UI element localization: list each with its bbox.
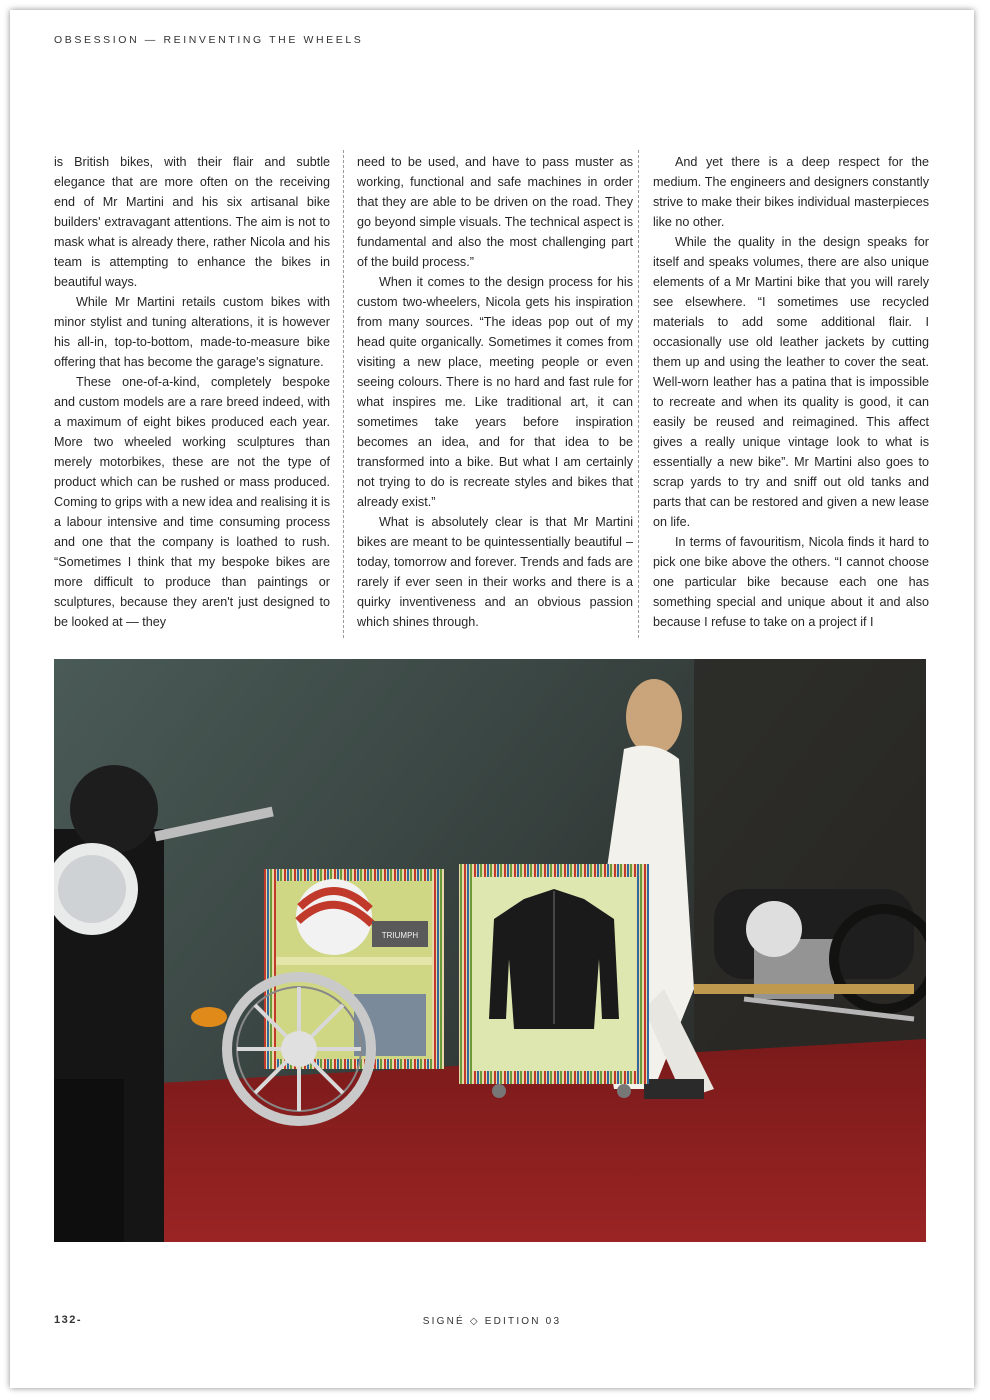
paragraph: While Mr Martini retails custom bikes with minor stylist and tuning alterations, it is however his all-in, top-to-bottom, made-to-measure bike offering that has become the garage's signature. <box>54 295 330 369</box>
column-divider <box>638 150 639 638</box>
page-number: 132- <box>54 1314 83 1326</box>
paragraph: These one-of-a-kind, completely bespoke and custom models are a rare breed indeed, with a maximum of eight bikes produced each year. More two wheeled working sculptures than merely motorbikes, these are not the type of product which can be rushed or mass produced. Coming to grips with a new idea and realising it is a labour intensive and time consuming process and one that the company is loathed to rush. “Sometimes I think that my bespoke bikes are more difficult to produce than paintings or sculptures, because they aren't just designed to be looked at — they <box>54 375 330 629</box>
paragraph: While the quality in the design speaks for itself and speaks volumes, there are also unique elements of a Mr Martini bike that you will rarely see elsewhere. “I sometimes use recycled materials to add some additional flair. I occasionally use old leather jackets by cutting them up and using the leather to cover the seat. Well-worn leather has a patina that is impossible to recreate and when its quality is good, it can easily be reused and reimagined. This affect gives a really unique vintage look to what is essentially a new bike”. Mr Martini also goes to scrap yards to try and sniff out old tanks and parts that can be restored and given a new lease on life. <box>653 235 929 529</box>
paragraph: In terms of favouritism, Nicola finds it hard to pick one bike above the others. “I cannot choose one particular bike because each one has something special and unique about it and also because I refuse to take on a project if I <box>653 535 929 629</box>
text-column-1 <box>54 152 330 640</box>
tank-badge-text: TRIUMPH <box>381 931 419 940</box>
paragraph: What is absolutely clear is that Mr Martini bikes are meant to be quintessentially beautiful – today, tomorrow and forever. Trends and fads are rarely if ever seen in their works and there is a quirky inventiveness and an obvious passion which shines through. <box>357 515 633 629</box>
paragraph: When it comes to the design process for his custom two-wheelers, Nicola gets his inspiration from many sources. “The ideas pop out of my head quite organically. Sometimes it comes from visiting a new place, meeting people or even seeing colours. There is no hard and fast rule for what inspires me. Like traditional art, it can sometimes take years before inspiration becomes an idea, and for that idea to be transformed into a bike. But what I am certainly not trying to do is recreate styles and bikes that already exist.” <box>357 275 633 509</box>
header-dash: — <box>144 34 158 46</box>
running-header <box>54 34 363 46</box>
feature-photo <box>54 659 926 1242</box>
paragraph: And yet there is a deep respect for the medium. The engineers and designers constantly strive to make their bikes individual masterpieces like no other. <box>653 155 929 229</box>
text-column-3 <box>653 152 929 640</box>
paragraph: is British bikes, with their flair and subtle elegance that are more often on the receiving end of Mr Martini and his six artisanal bike builders' extravagant attentions. The aim is not to mask what is already there, rather Nicola and his team is attempting to enhance the bikes in beautiful ways. <box>54 155 330 289</box>
column-divider <box>343 150 344 638</box>
section-label: OBSESSION <box>54 34 140 46</box>
article-title: REINVENTING THE WHEELS <box>163 34 364 46</box>
magazine-edition: SIGNÉ ◇ EDITION 03 <box>422 1316 562 1327</box>
paragraph: need to be used, and have to pass muster as working, functional and safe machines in order that they are able to be driven on the road. They go beyond simple visuals. The technical aspect is fundamental and also the most challenging part of the build process.” <box>357 155 633 269</box>
text-column-2 <box>357 152 633 640</box>
magazine-page <box>10 10 974 1388</box>
